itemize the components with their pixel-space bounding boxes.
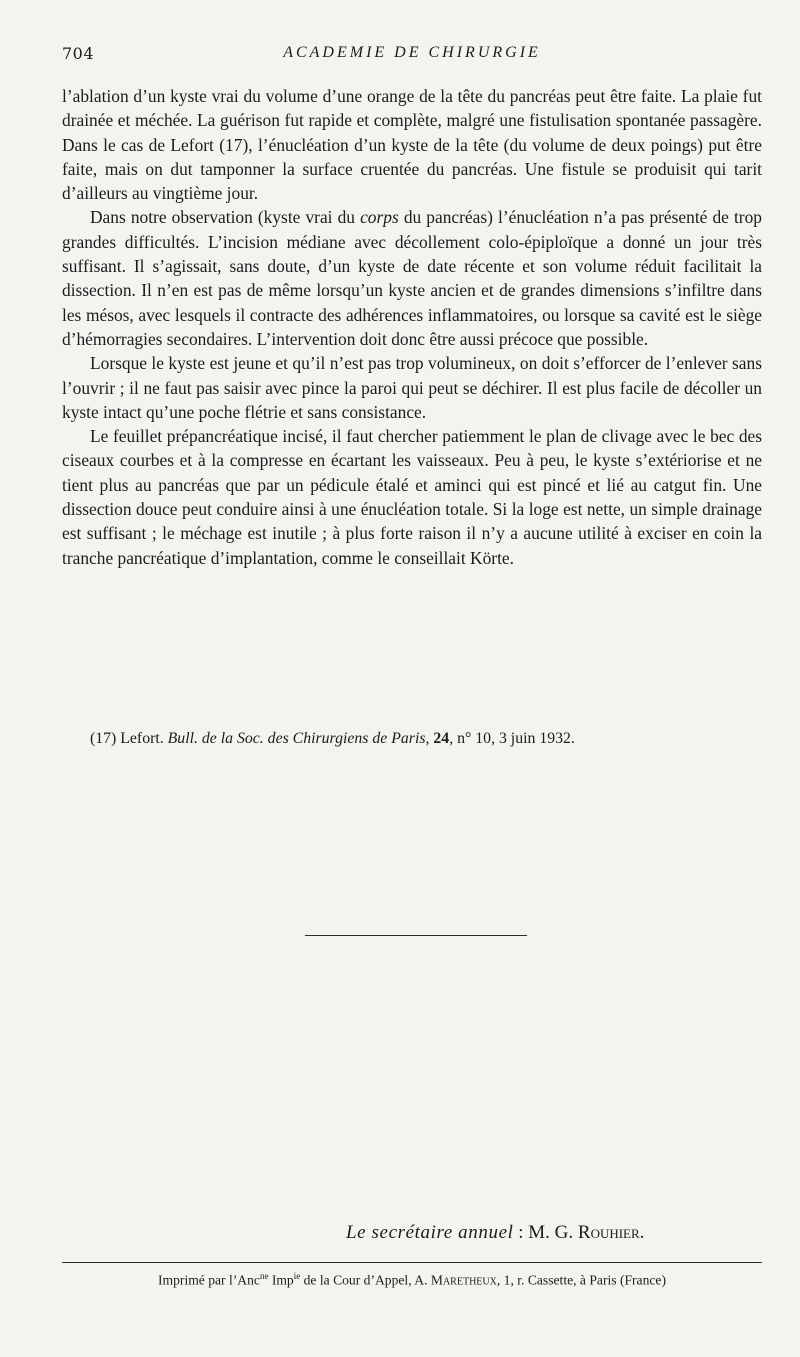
paragraph-2-italic-word: corps (360, 207, 399, 228)
body-text (62, 84, 762, 570)
signature-name-prefix: M. G. (528, 1222, 578, 1243)
page-number: 704 (62, 44, 95, 63)
signature-line (346, 1222, 766, 1244)
paragraph-1: l’ablation d’un kyste vrai du volume d’une orange de la tête du pancréas peut être faite. La plaie fut drainée et méchée. La guérison fut rapide et complète, malgré une fistulisation spontanée passagère. Dans le cas de Lefort (17), l’énucléation d’un kyste de la tête (du volume de deux poings) put être faite, mais on dut tamponner la surface cruentée du pancréas. Une fistule se produisit qui tarit d’ailleurs au vingtième jour. (62, 86, 762, 204)
imprint-sup-1: ne (259, 1271, 269, 1281)
running-title: ACADEMIE DE CHIRURGIE (283, 44, 541, 61)
imprint-part-4: , 1, r. Cassette, à Paris (France) (496, 1272, 666, 1288)
section-divider-rule (305, 935, 527, 936)
signature-end: . (639, 1222, 645, 1243)
footnote-journal: Bull. de la Soc. des Chirurgiens de Paris (167, 730, 426, 747)
footnote-volume: 24 (433, 730, 450, 747)
imprint-part-2: Imp (268, 1272, 294, 1288)
imprint-part-1: Imprimé par l’Anc (158, 1272, 260, 1288)
paragraph-4: Le feuillet prépancréatique incisé, il faut chercher patiemment le plan de clivage avec le bec des ciseaux courbes et à la compresse en écartant les vaisseaux. Peu à peu, le kyste s’extériorise et ne tient plus au pancréas que par un pédicule étalé et aminci qui est pincé et lié au catgut fin. Une dissection douce peut conduire ainsi à une énucléation totale. Si la loge est nette, un simple drainage est suffisant ; le méchage est inutile ; à plus forte raison il n’y a aucune utilité à exciser en coin la tranche pancréatique d’implantation, comme le conseillait Körte. (62, 426, 762, 568)
paragraph-2 (62, 205, 762, 351)
imprint-sup-2: ie (293, 1271, 301, 1281)
imprint-part-3: de la Cour d’Appel, A. (300, 1272, 431, 1288)
footnote-17 (90, 729, 762, 749)
signature-label: Le secrétaire annuel (346, 1222, 514, 1243)
paragraph-2-part-a: Dans notre observation (kyste vrai du (90, 207, 361, 228)
signature-name: Rouhier (577, 1222, 640, 1243)
paragraph-3: Lorsque le kyste est jeune et qu’il n’est pas trop volumineux, on doit s’efforcer de l’enlever sans l’ouvrir ; il ne faut pas saisir avec pince la paroi qui peut se déchirer. Il est plus facile de décoller un kyste intact qu’une poche flétrie et sans consistance. (62, 353, 762, 422)
footnote-sep: , (425, 730, 434, 747)
footnote-rest: , n° 10, 3 juin 1932. (449, 730, 575, 747)
page-header (62, 44, 762, 68)
imprint-rule (62, 1262, 762, 1263)
footnote-marker: (17) Lefort. (90, 730, 168, 747)
imprint-printer-name: Maretheux (430, 1272, 497, 1288)
signature-colon: : (513, 1222, 529, 1243)
paragraph-2-part-b: du pancréas) l’énucléation n’a pas présenté de trop grandes difficultés. L’incision médiane avec décollement colo-épiploïque a donné un jour très suffisant. Il s’agissait, sans doute, d’un kyste de date récente et son volume réduit facilitait la dissection. Il n’en est pas de même lorsqu’un kyste ancien et de grandes dimensions s’infiltre dans les mésos, avec lesquels il contracte des adhérences inflammatoires, ou lorsque sa cavité est le siège d’hémorragies secondaires. L’intervention doit donc être aussi précoce que possible. (62, 207, 762, 349)
printer-imprint (62, 1271, 762, 1289)
